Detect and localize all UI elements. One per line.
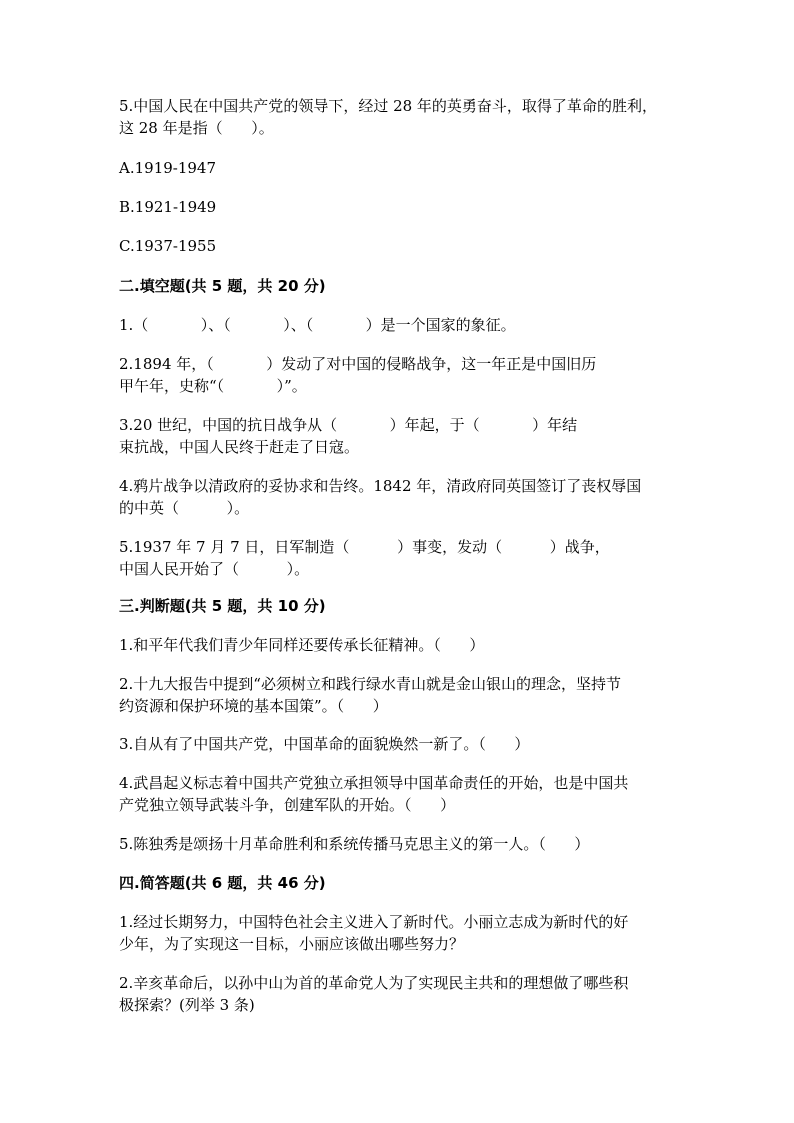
- fill-q4-line1: 4.鸦片战争以清政府的妥协求和告终。1842 年，清政府同英国签订了丧权辱国: [119, 477, 642, 495]
- section-title-short-answer: 四.简答题(共 6 题，共 46 分): [119, 874, 326, 892]
- choice-q5-option-b: B.1921-1949: [119, 198, 217, 216]
- section-title-true-false: 三.判断题(共 5 题，共 10 分): [119, 597, 326, 615]
- fill-q3-line2: 束抗战，中国人民终于赶走了日寇。: [119, 438, 360, 456]
- choice-q5-line2: 这 28 年是指（ ）。: [119, 119, 274, 137]
- fill-q2-line1: 2.1894 年，（ ）发动了对中国的侵略战争，这一年正是中国旧历: [119, 355, 597, 373]
- fill-q5-line2: 中国人民开始了（ ）。: [119, 560, 310, 578]
- section-title-fill-in: 二.填空题(共 5 题，共 20 分): [119, 277, 326, 295]
- short-q1-line1: 1.经过长期努力，中国特色社会主义进入了新时代。小丽立志成为新时代的好: [119, 913, 629, 931]
- choice-q5-line1: 5.中国人民在中国共产党的领导下，经过 28 年的英勇奋斗，取得了革命的胜利，: [119, 97, 657, 115]
- judge-q5: 5.陈独秀是颂扬十月革命胜利和系统传播马克思主义的第一人。（ ）: [119, 835, 590, 853]
- short-q1-line2: 少年，为了实现这一目标，小丽应该做出哪些努力？: [119, 935, 465, 953]
- choice-q5-option-a: A.1919-1947: [119, 159, 217, 177]
- short-q2-line1: 2.辛亥革命后，以孙中山为首的革命党人为了实现民主共和的理想做了哪些积: [119, 974, 629, 992]
- fill-q2-line2: 甲午年，史称“（ ）”。: [119, 377, 307, 395]
- judge-q2-line2: 约资源和保护环境的基本国策”。（ ）: [119, 697, 388, 715]
- judge-q1: 1.和平年代我们青少年同样还要传承长征精神。（ ）: [119, 636, 485, 654]
- judge-q4-line1: 4.武昌起义标志着中国共产党独立承担领导中国革命责任的开始，也是中国共: [119, 774, 629, 792]
- fill-q4-line2: 的中英（ ）。: [119, 499, 250, 517]
- judge-q2-line1: 2.十九大报告中提到“必须树立和践行绿水青山就是金山银山的理念，坚持节: [119, 675, 621, 693]
- fill-q5-line1: 5.1937 年 7 月 7 日，日军制造（ ）事变，发动（ ）战争，: [119, 538, 610, 556]
- short-q2-line2: 极探索？(列举 3 条): [119, 996, 255, 1014]
- fill-q1: 1.（ ）、（ ）、（ ）是一个国家的象征。: [119, 316, 516, 334]
- choice-q5-option-c: C.1937-1955: [119, 237, 217, 255]
- fill-q3-line1: 3.20 世纪，中国的抗日战争从（ ）年起，于（ ）年结: [119, 416, 578, 434]
- judge-q3: 3.自从有了中国共产党，中国革命的面貌焕然一新了。（ ）: [119, 735, 530, 753]
- judge-q4-line2: 产党独立领导武装斗争，创建军队的开始。（ ）: [119, 796, 456, 814]
